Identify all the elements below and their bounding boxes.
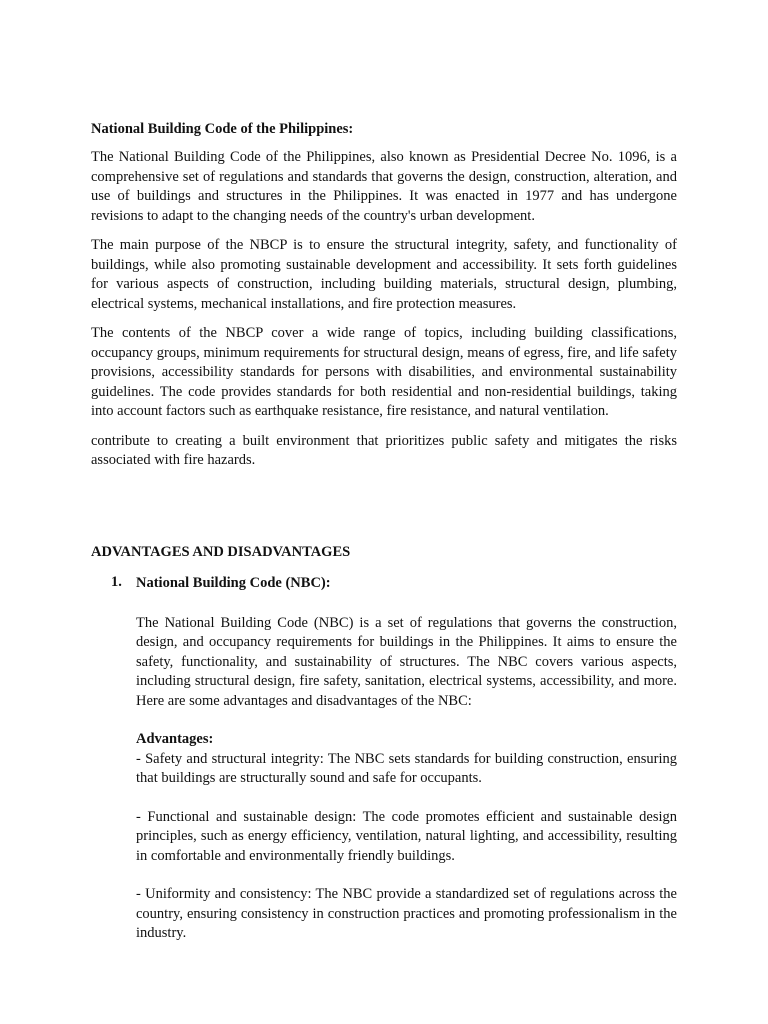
paragraph-purpose: The main purpose of the NBCP is to ensure the structural integrity, safety, and functionality of buildings, while also promoting sustainable development and accessibility. It sets forth guidelines for various aspects of construction, including building materials, structural design, plumbing, electrical systems, mechanical installations, and fire protection measures. — [91, 237, 677, 312]
nbc-intro-paragraph: The National Building Code (NBC) is a set of regulations that governs the construction, design, and occupancy requirements for buildings in the Philippines. It aims to ensure the safety, functionality, and sustainability of structures. The NBC covers various aspects, including structural design, fire safety, sanitation, electrical systems, accessibility, and more. Here are some advantages and disadvantages of the NBC: — [136, 614, 677, 709]
advantage-uniformity: - Uniformity and consistency: The NBC provide a standardized set of regulations across the country, ensuring consistency in construction practices and promoting professionalism in the industry. — [136, 886, 677, 941]
list-item-title: National Building Code (NBC): — [136, 574, 331, 591]
document-title: National Building Code of the Philippines: — [91, 121, 354, 137]
paragraph-contents: The contents of the NBCP cover a wide range of topics, including building classifications, occupancy groups, minimum requirements for structural design, means of egress, fire, and life safety provisions, accessibility standards for persons with disabilities, and environmental sustainability guidelines. The code provides standards for both residential and non-residential buildings, taking into account factors such as earthquake resistance, fire resistance, and natural ventilation. — [91, 325, 677, 419]
list-item-nbc — [91, 573, 677, 944]
paragraph-intro: The National Building Code of the Philippines, also known as Presidential Decree No. 1096, is a comprehensive set of regulations and standards that governs the design, construction, alteration, and use of buildings and structures in the Philippines. It was enacted in 1977 and has undergone revisions to adapt to the changing needs of the country's urban development. — [91, 149, 677, 224]
advantages-label: Advantages: — [136, 731, 214, 747]
advantage-design: - Functional and sustainable design: The code promotes efficient and sustainable design principles, such as energy efficiency, ventilation, natural lighting, and accessibility, resulting in comfortable and environmentally friendly buildings. — [136, 808, 677, 864]
section-heading-advantages-disadvantages: ADVANTAGES AND DISADVANTAGES — [91, 543, 351, 560]
document-body — [91, 119, 677, 963]
paragraph-contribute: contribute to creating a built environment that prioritizes public safety and mitigates the risks associated with fire hazards. — [91, 432, 677, 468]
advantage-safety: - Safety and structural integrity: The NBC sets standards for building construction, ensuring that buildings are structurally sound and safe for occupants. — [136, 750, 677, 786]
list-number: 1. — [111, 573, 122, 590]
